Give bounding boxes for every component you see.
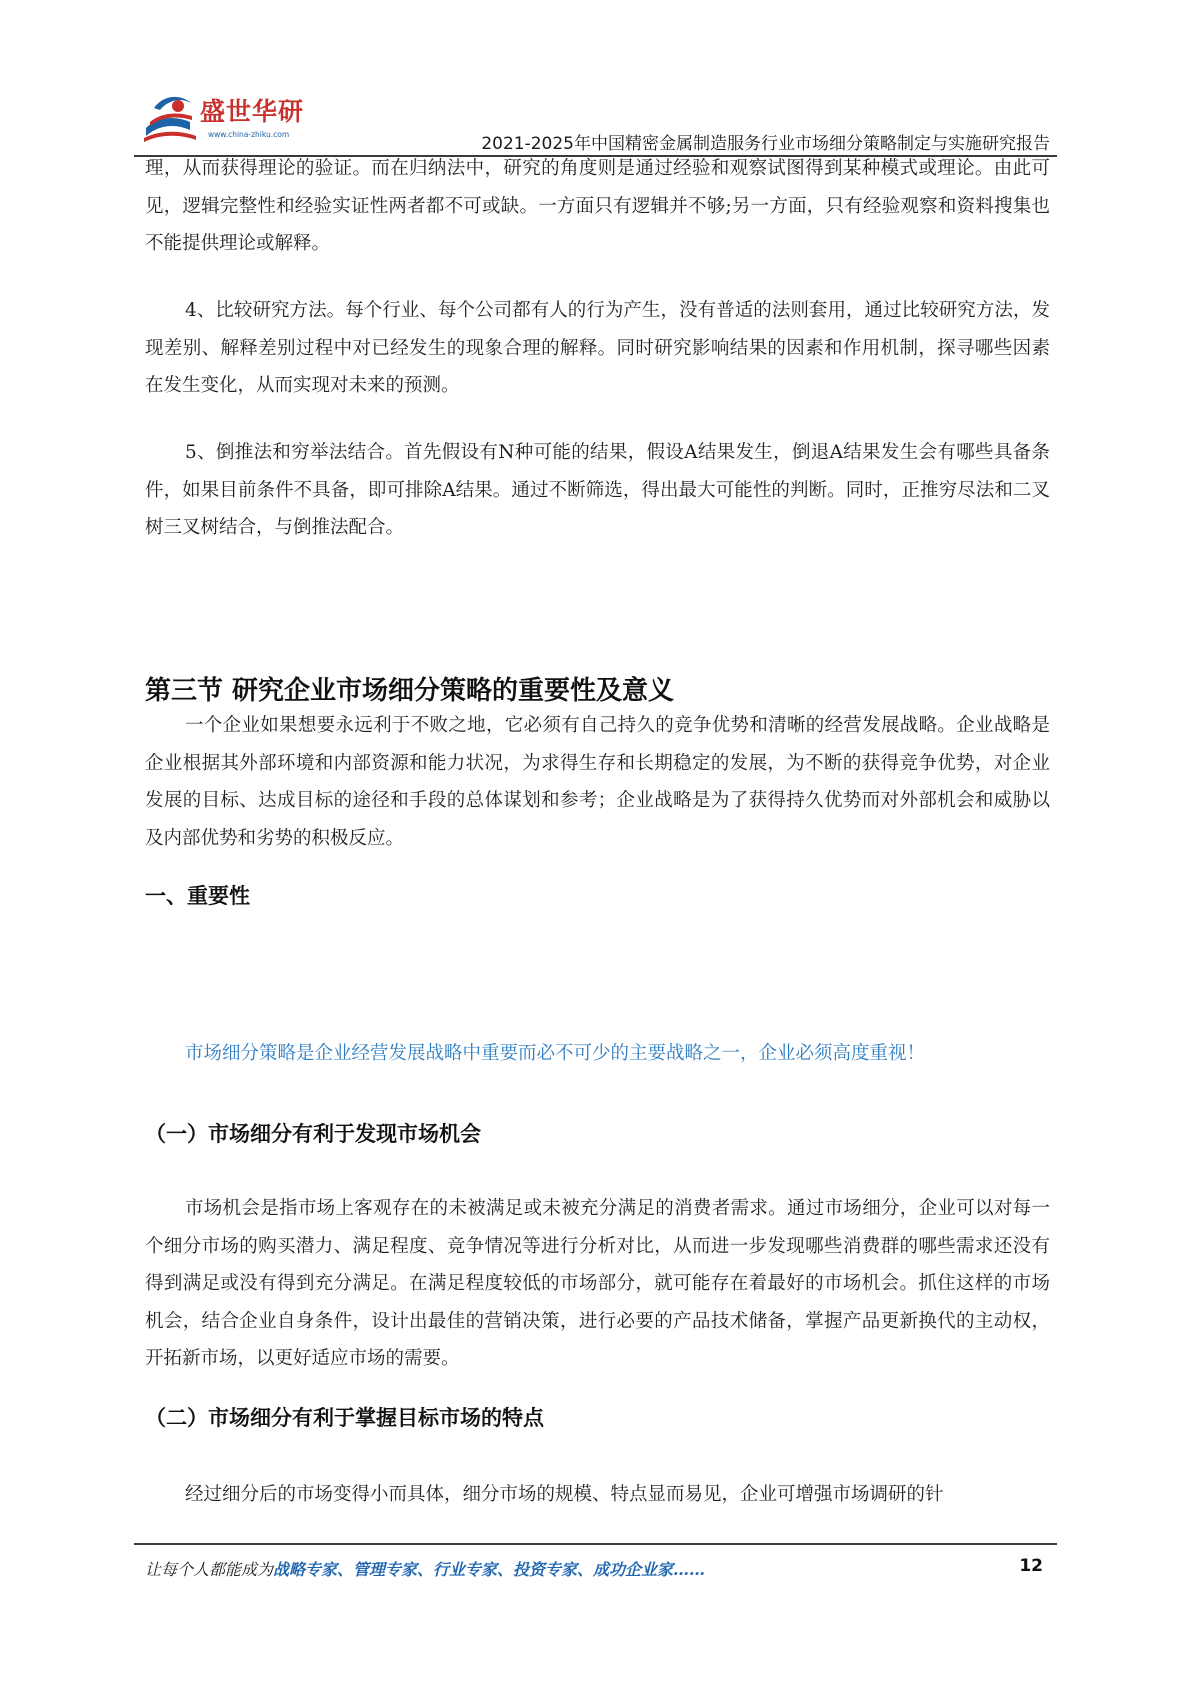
subsubsection-title-1: （一）市场细分有利于发现市场机会	[145, 1122, 481, 1146]
paragraph-continuation: 理，从而获得理论的验证。而在归纳法中，研究的角度则是通过经验和观察试图得到某种模式或理论。由此可见，逻辑完整性和经验实证性两者都不可或缺。一方面只有逻辑并不够;另一方面，只有经验观察和资料搜集也不能提供理论或解释。	[145, 158, 1050, 254]
subsubsection-title-2: （二）市场细分有利于掌握目标市场的特点	[145, 1406, 544, 1430]
footer-divider	[134, 1543, 1057, 1545]
page-number: 12	[1019, 1556, 1043, 1576]
logo-website: www.china-zhiku.com	[208, 130, 290, 139]
paragraph-opportunity: 市场机会是指市场上客观存在的未被满足或未被充分满足的消费者需求。通过市场细分，企业可以对每一个细分市场的购买潜力、满足程度、竞争情况等进行分析对比，从而进一步发现哪些消费群的哪些需求还没有得到满足或没有得到充分满足。在满足程度较低的市场部分，就可能存在着最好的市场机会。抓住这样的市场机会，结合企业自身条件，设计出最佳的营销决策，进行必要的产品技术储备，掌握产品更新换代的主动权，开拓新市场，以更好适应市场的需要。	[145, 1198, 1050, 1369]
book-logo-icon	[140, 86, 204, 150]
slogan-prefix: 让每个人都能成为	[145, 1560, 274, 1579]
paragraph-strategy: 一个企业如果想要永远利于不败之地，它必须有自己持久的竞争优势和清晰的经营发展战略。企业战略是企业根据其外部环境和内部资源和能力状况，为求得生存和长期稳定的发展，为不断的获得竞争优势，对企业发展的目标、达成目标的途径和手段的总体谋划和参考；企业战略是为了获得持久优势而对外部机会和威胁以及内部优势和劣势的积极反应。	[145, 715, 1050, 849]
highlight-statement: 市场细分策略是企业经营发展战略中重要而必不可少的主要战略之一，企业必须高度重视！	[185, 1043, 926, 1064]
footer-slogan	[145, 1557, 705, 1580]
paragraph-target: 经过细分后的市场变得小而具体，细分市场的规模、特点显而易见，企业可增强市场调研的针	[185, 1484, 944, 1505]
company-logo	[140, 86, 340, 150]
paragraph-method-4: 4、比较研究方法。每个行业、每个公司都有人的行为产生，没有普适的法则套用，通过比较研究方法，发现差别、解释差别过程中对已经发生的现象合理的解释。同时研究影响结果的因素和作用机制，探寻哪些因素在发生变化，从而实现对未来的预测。	[145, 300, 1050, 396]
report-title: 2021-2025年中国精密金属制造服务行业市场细分策略制定与实施研究报告	[481, 134, 1050, 154]
paragraph-method-5: 5、倒推法和穷举法结合。首先假设有N种可能的结果，假设A结果发生，倒退A结果发生会有哪些具备条件，如果目前条件不具备，即可排除A结果。通过不断筛选，得出最大可能性的判断。同时，正推穷尽法和二叉树三叉树结合，与倒推法配合。	[145, 442, 1050, 538]
section-title: 第三节 研究企业市场细分策略的重要性及意义	[145, 676, 675, 706]
logo-brand-name: 盛世华研	[200, 97, 305, 126]
subsection-title: 一、重要性	[145, 884, 250, 908]
slogan-roles: 战略专家、管理专家、行业专家、投资专家、成功企业家……	[273, 1560, 706, 1579]
